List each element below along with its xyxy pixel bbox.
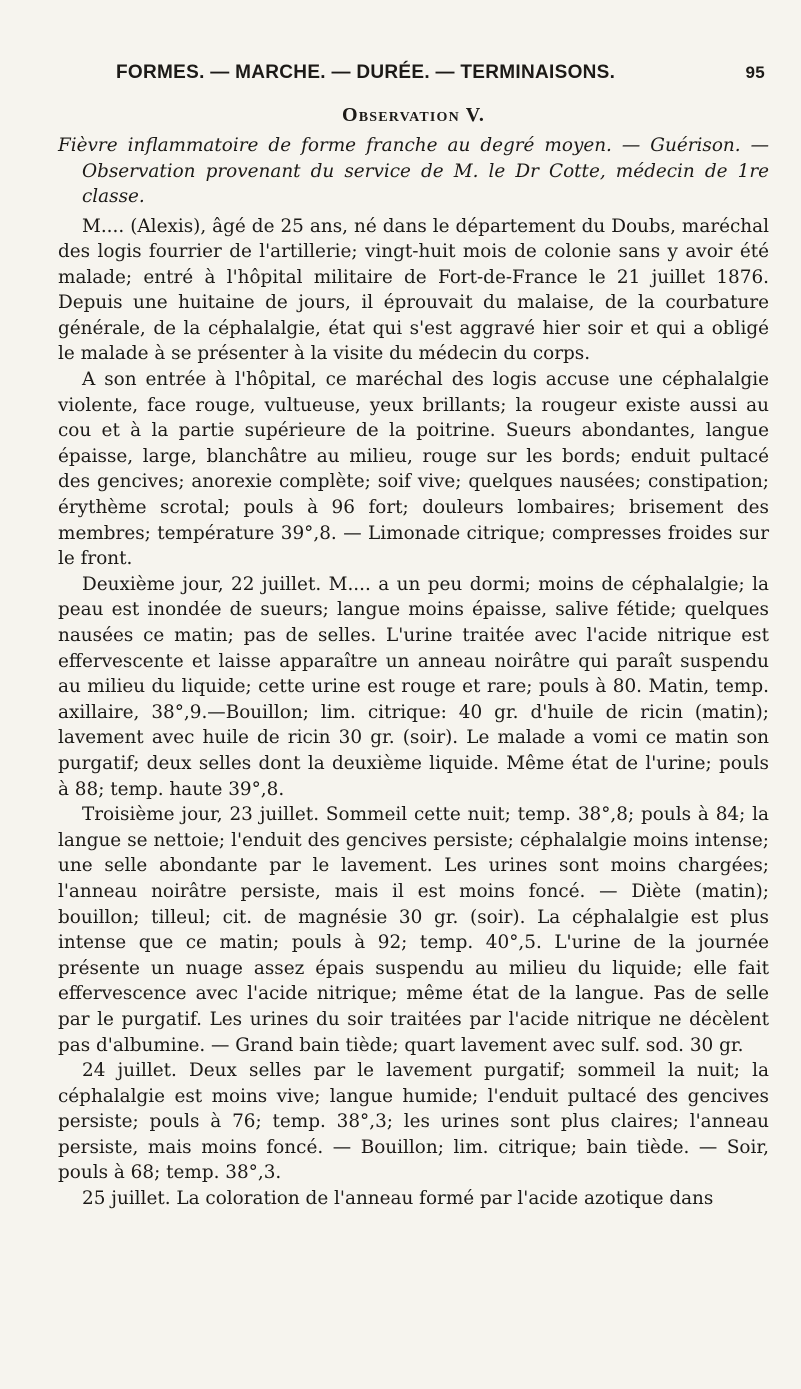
paragraph-july-25: 25 juillet. La coloration de l'anneau formé par l'acide azotique dans (82, 1188, 714, 1210)
running-title: FORMES. — MARCHE. — DURÉE. — TERMINAISONS. (116, 62, 616, 83)
page-number: 95 (745, 63, 765, 82)
paragraph-day-two: Deuxième jour, 22 juillet. M.... a un peu dormi; moins de céphalalgie; la peau est inondée de sueurs; langue moins épaisse, salive fétide; quelques nausées ce matin; pas de selles. L'urine traitée avec l'acide nitrique est effervescente et laisse apparaître un anneau noirâtre qui paraît suspendu au milieu du liquide; cette urine est rouge et rare; pouls à 80. Matin, temp. axillaire, 38°,9.—Bouillon; lim. citrique: 40 gr. d'huile de ricin (matin); lavement avec huile de ricin 30 gr. (soir). Le malade a vomi ce matin son purgatif; deux selles dont la deuxième liquide. Même état de l'urine; pouls à 88; temp. haute 39°,8. (58, 573, 769, 800)
paragraph-july-24: 24 juillet. Deux selles par le lavement purgatif; sommeil la nuit; la céphalalgie est moins vive; langue humide; l'enduit pultacé des gencives persiste; pouls à 76; temp. 38°,3; les urines sont plus claires; l'anneau persiste, mais moins foncé. — Bouillon; lim. citrique; bain tiède. — Soir, pouls à 68; temp. 38°,3. (58, 1060, 769, 1184)
observation-heading: Observation V. (341, 104, 486, 126)
running-head (116, 62, 769, 84)
observation-subtitle: Fièvre inflammatoire de forme franche au degré moyen. — Guérison. — Observation provenant du service de M. le Dr Cotte, médecin de 1re classe. (58, 135, 769, 207)
paragraph-entry-symptoms: A son entrée à l'hôpital, ce maréchal des logis accuse une céphalalgie violente, face rouge, vultueuse, yeux brillants; la rougeur existe aussi au cou et à la partie supérieure de la poitrine. Sueurs abondantes, langue épaisse, large, blanchâtre au milieu, rouge sur les bords; enduit pultacé des gencives; anorexie complète; soif vive; quelques nausées; constipation; érythème scrotal; pouls à 96 fort; douleurs lombaires; brisement des membres; température 39°,8. — Limonade citrique; compresses froides sur le front. (58, 369, 769, 570)
paragraph-day-three: Troisième jour, 23 juillet. Sommeil cette nuit; temp. 38°,8; pouls à 84; la langue se nettoie; l'enduit des gencives persiste; céphalalgie moins intense; une selle abondante par le lavement. Les urines sont moins chargées; l'anneau noirâtre persiste, mais il est moins foncé. — Diète (matin); bouillon; tilleul; cit. de magnésie 30 gr. (soir). La céphalalgie est plus intense que ce matin; pouls à 92; temp. 40°,5. L'urine de la journée présente un nuage assez épais suspendu au milieu du liquide; elle fait effervescence avec l'acide nitrique; même état de la langue. Pas de selle par le purgatif. Les urines du soir traitées par l'acide nitrique ne décèlent pas d'albumine. — Grand bain tiède; quart lavement avec sulf. sod. 30 gr. (58, 804, 769, 1056)
paragraph-admission: M.... (Alexis), âgé de 25 ans, né dans le département du Doubs, maréchal des logis fourrier de l'artillerie; vingt-huit mois de colonie sans y avoir été malade; entré à l'hôpital militaire de Fort-de-France le 21 juillet 1876. Depuis une huitaine de jours, il éprouvait du malaise, de la courbature générale, de la céphalalgie, état qui s'est aggravé hier soir et qui a obligé le malade à se présenter à la visite du médecin du corps. (58, 215, 769, 365)
